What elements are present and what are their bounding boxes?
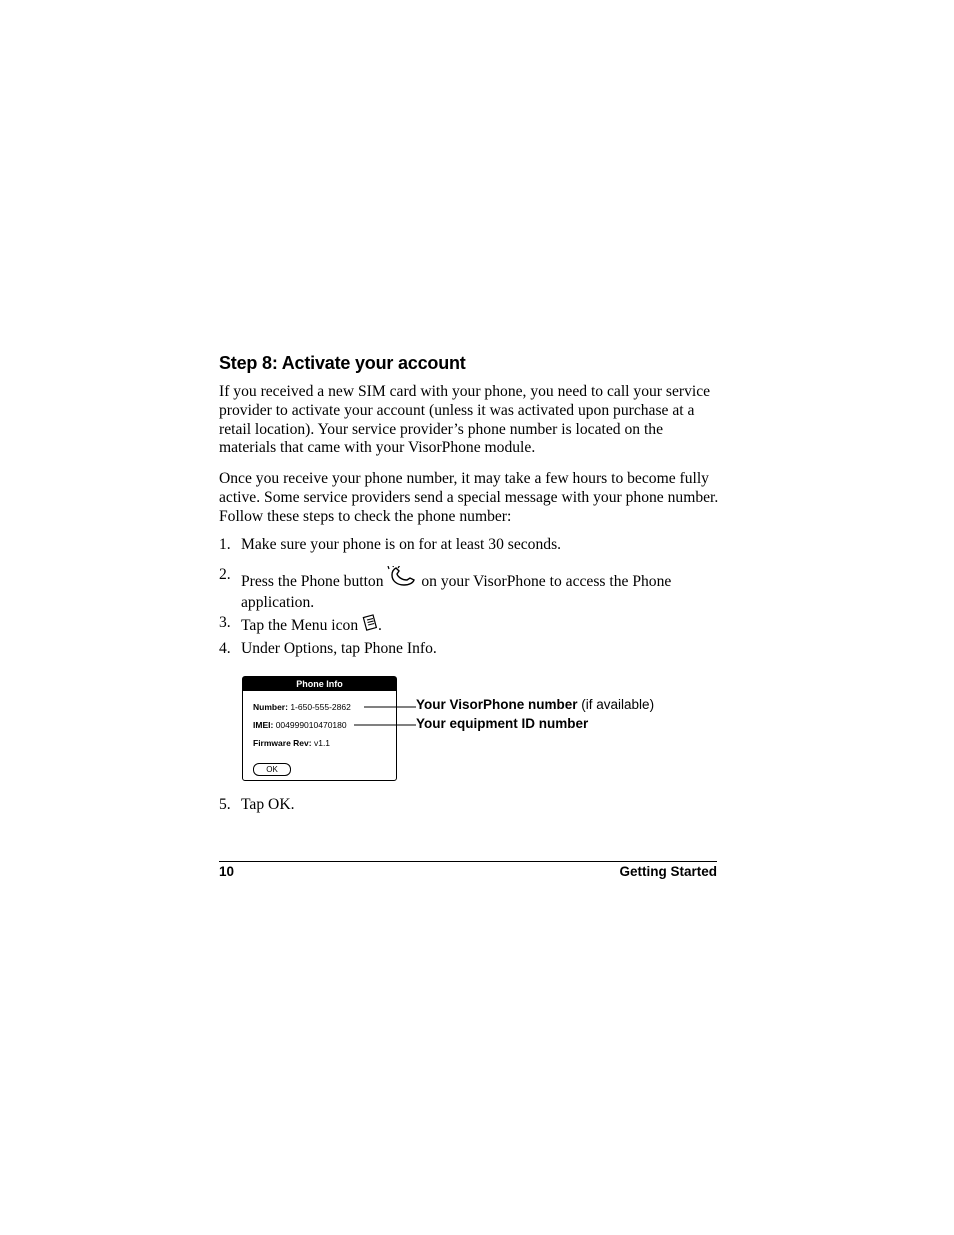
section-heading: Step 8: Activate your account <box>219 353 466 373</box>
step-text: on your VisorPhone to access the Phone application. <box>241 573 672 611</box>
step-text: Tap OK. <box>241 796 295 813</box>
step-text: . <box>378 617 382 634</box>
intro-paragraph: If you received a new SIM card with your phone, you need to call your service provider to activate your account (unless it was activated upon purchase at a retail location). Your service provider’s phone number is located on the materials that came with your VisorPhone module. <box>219 383 711 457</box>
instructions-paragraph: Once you receive your phone number, it may take a few hours to become fully active. Some service providers send a special message with your phone number. Follow these steps to check the phone number: <box>219 470 719 525</box>
dialog-title: Phone Info <box>243 677 396 691</box>
step-text: Tap the Menu icon <box>241 617 359 634</box>
section-name: Getting Started <box>619 864 717 879</box>
footer-divider <box>219 861 717 862</box>
firmware-label: Firmware Rev: <box>253 738 312 748</box>
callout-normal: (if available) <box>577 697 655 712</box>
step-number: 2. <box>219 566 231 583</box>
callout-label <box>416 697 654 712</box>
number-label: Number: <box>253 702 288 712</box>
firmware-value: v1.1 <box>313 738 331 748</box>
step-number: 1. <box>219 536 231 553</box>
number-value: 1-650-555-2862 <box>290 702 351 712</box>
callout-bold: Your equipment ID number <box>416 716 589 731</box>
step-text: Under Options, tap Phone Info. <box>241 640 437 657</box>
step-number: 4. <box>219 640 231 657</box>
callout-bold: Your VisorPhone number <box>416 697 578 712</box>
imei-label: IMEI: <box>253 720 274 730</box>
imei-value: 004999010470180 <box>275 720 347 730</box>
step-number: 5. <box>219 796 231 813</box>
ok-button[interactable]: OK <box>253 763 291 776</box>
callout-label <box>416 716 588 731</box>
page-number: 10 <box>219 864 235 879</box>
step-text: Press the Phone button <box>241 573 384 590</box>
step-text: Make sure your phone is on for at least 30 seconds. <box>241 536 562 553</box>
step-number: 3. <box>219 614 231 631</box>
